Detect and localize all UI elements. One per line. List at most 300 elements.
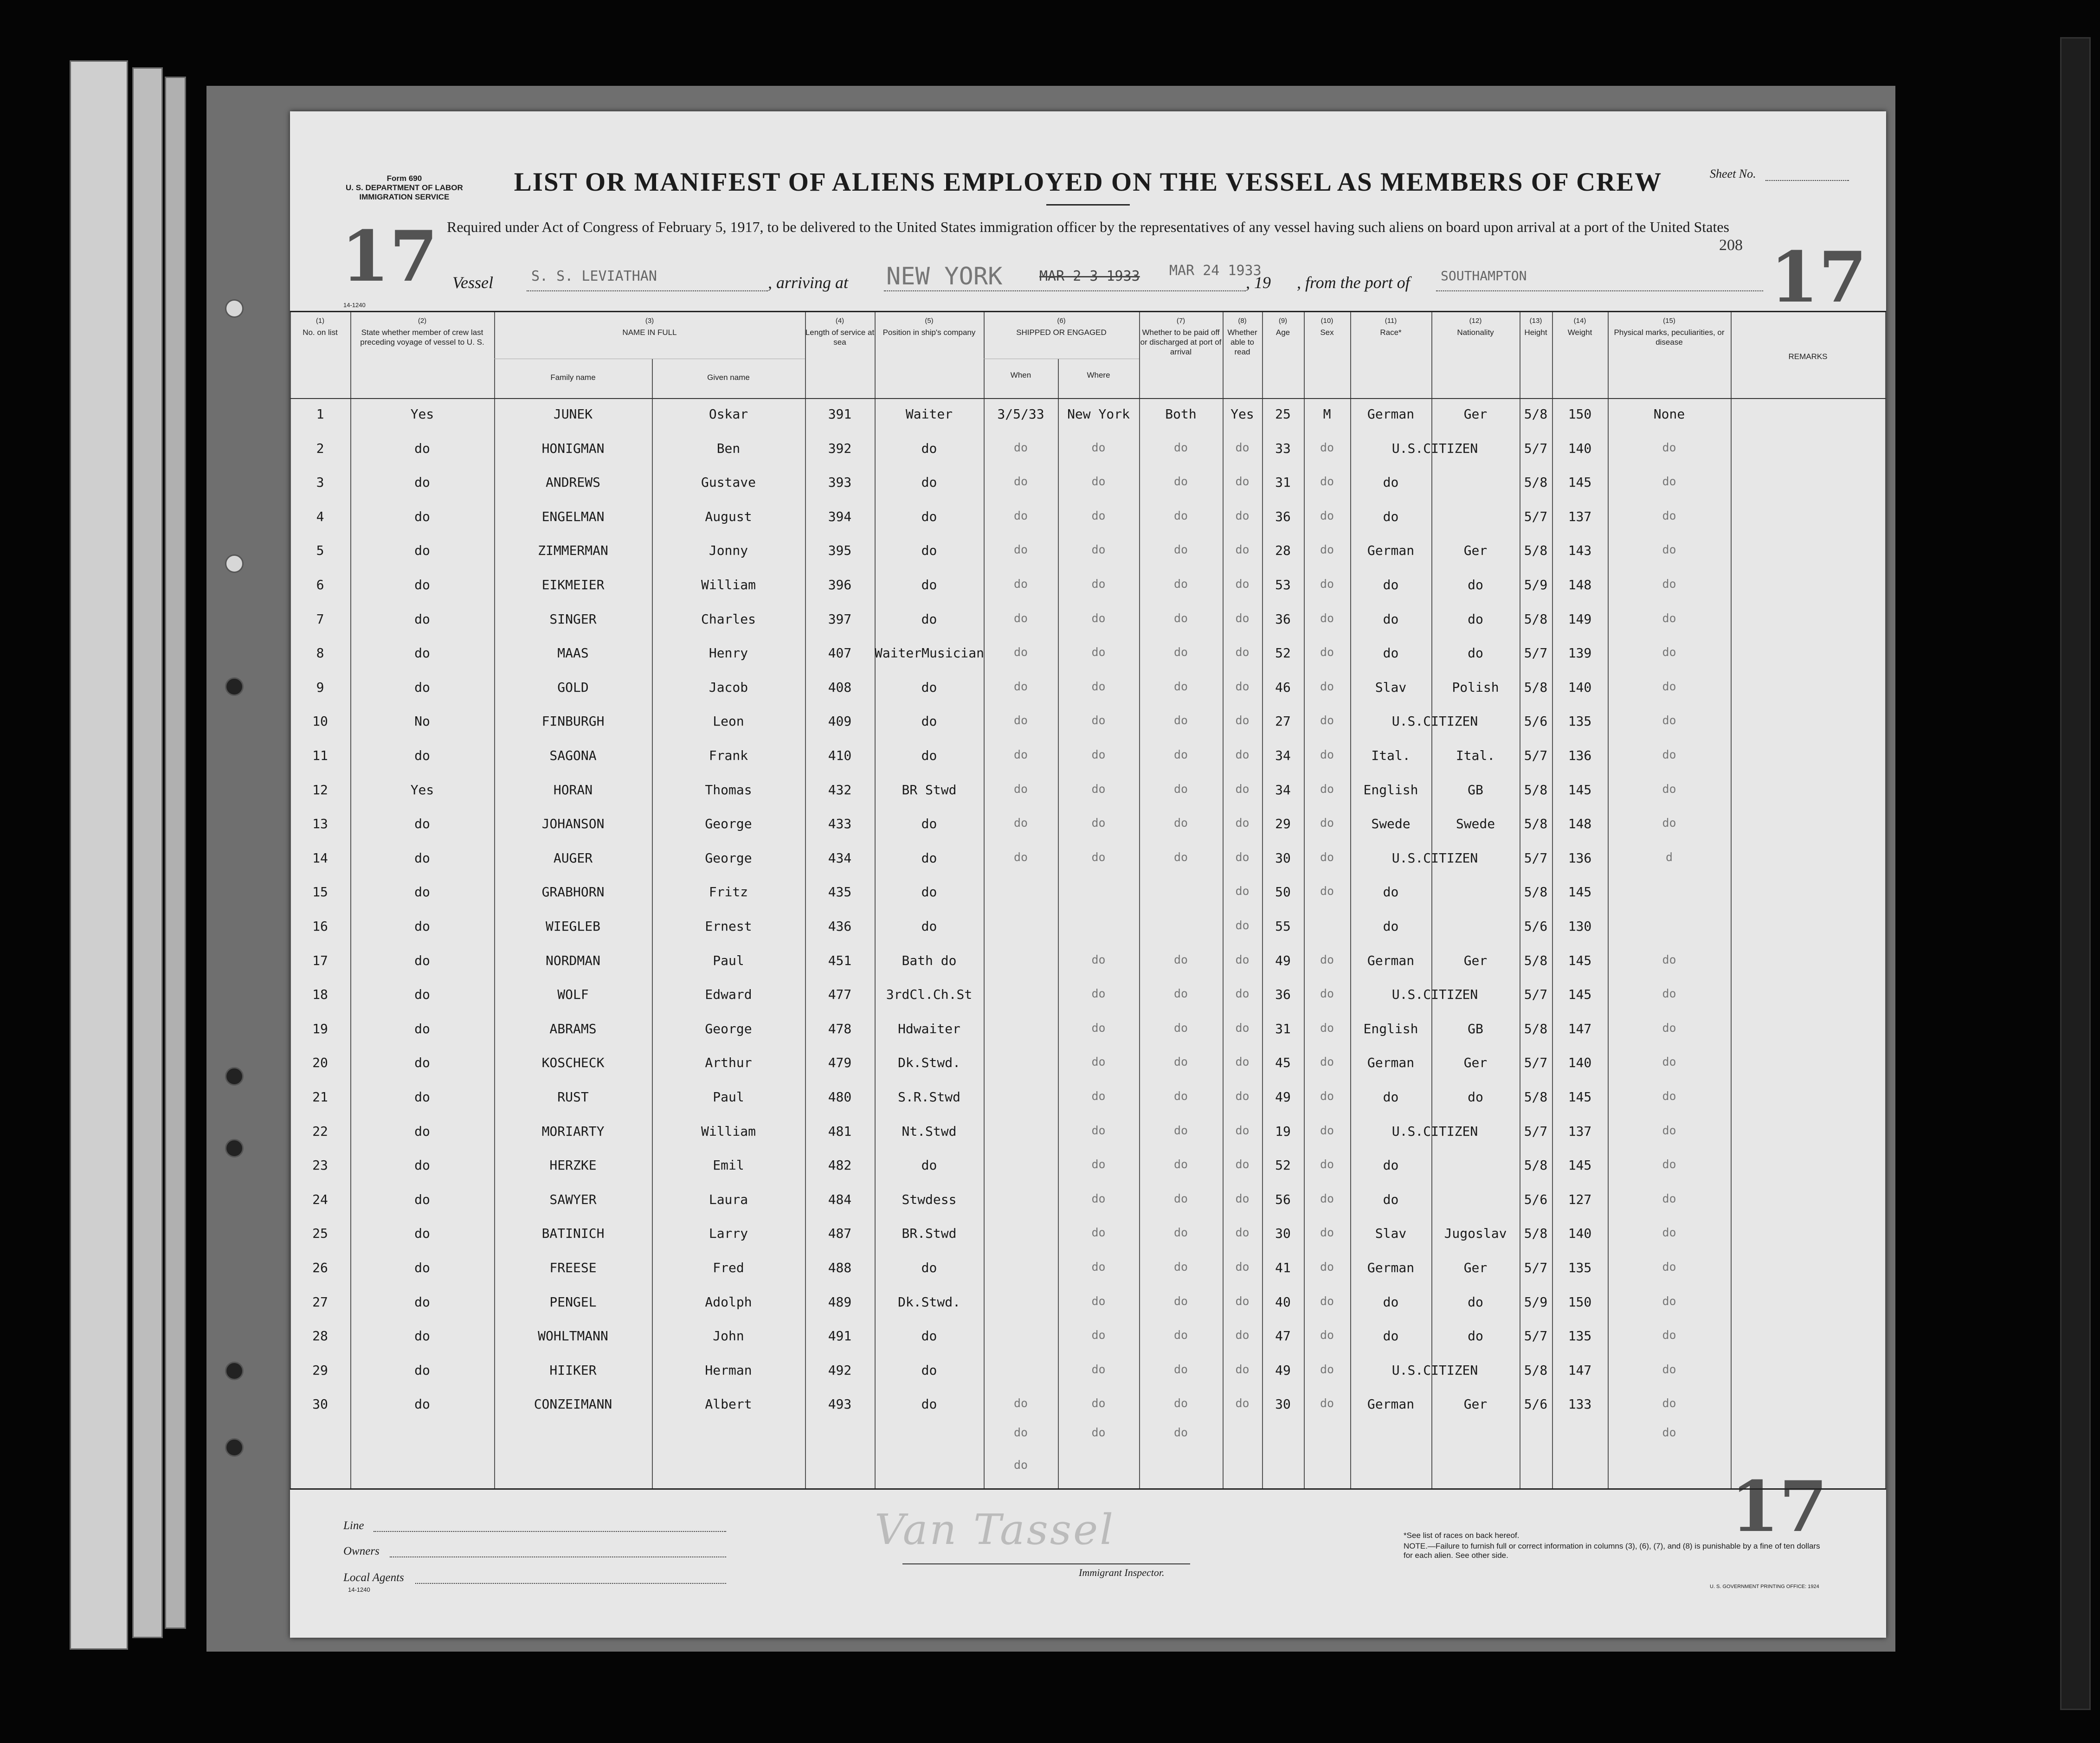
right-page-edge-strip (2060, 37, 2091, 1710)
cell-given: Jacob (709, 679, 748, 695)
cell-weight: 150 (1568, 1294, 1592, 1310)
cell-sex: do (1320, 1328, 1334, 1342)
cell-weight: 145 (1568, 782, 1592, 798)
cell-position: Hdwaiter (898, 1021, 960, 1036)
cell-age: 31 (1275, 1021, 1291, 1036)
cell-when: do (1013, 679, 1028, 693)
cell-service: 492 (828, 1362, 852, 1378)
cell-paid: do (1173, 1260, 1188, 1273)
cell-sex: do (1320, 645, 1334, 659)
cell-family: MORIARTY (541, 1123, 605, 1139)
cell-sex: do (1320, 1362, 1334, 1376)
cell-prev: Yes (410, 782, 434, 798)
cell-read: do (1235, 919, 1250, 932)
cell-paid: do (1173, 577, 1188, 591)
cell-no: 25 (312, 1226, 328, 1241)
cell-sex: do (1320, 543, 1334, 557)
cell-read: do (1235, 508, 1250, 522)
cell-marks: do (1662, 1260, 1676, 1273)
binder-hole (225, 677, 244, 696)
cell-prev: do (414, 884, 430, 900)
cell-where: do (1091, 1158, 1106, 1171)
cell-marks: do (1662, 952, 1676, 966)
cell-marks: do (1662, 1226, 1676, 1240)
cell-marks: do (1662, 1158, 1676, 1171)
cell-age: 46 (1275, 679, 1291, 695)
cell-age: 49 (1275, 1089, 1291, 1105)
cell-height: 5/6 (1524, 714, 1548, 729)
cell-prev: do (414, 645, 430, 661)
cell-read: do (1235, 1191, 1250, 1205)
cell-read: do (1235, 850, 1250, 864)
form-number: Form 690 (387, 174, 422, 183)
cell-age: 27 (1275, 714, 1291, 729)
cell-weight: 143 (1568, 543, 1592, 559)
cell-when: do (1013, 782, 1028, 796)
cell-no: 29 (312, 1362, 328, 1378)
cell-race: do (1383, 645, 1399, 661)
cell-race: U.S.CITIZEN (1391, 714, 1478, 729)
col-header-able-to-read: (8) Whether able to read (1227, 317, 1257, 356)
cell-marks: do (1662, 714, 1676, 727)
cell-prev: do (414, 577, 430, 592)
cell-read: do (1235, 1055, 1250, 1069)
cell-weight: 150 (1568, 406, 1592, 422)
cell-position: do (921, 475, 937, 490)
cell-where: do (1091, 1055, 1106, 1069)
cell-given: Oskar (709, 406, 748, 422)
cell-given: William (701, 577, 756, 592)
cell-given: Herman (705, 1362, 752, 1378)
cell-age: 53 (1275, 577, 1291, 592)
cell-family: HORAN (553, 782, 593, 798)
cell-sex: do (1320, 1055, 1334, 1069)
from-port-label: , from the port of (1297, 273, 1410, 292)
cell-paid: do (1173, 714, 1188, 727)
cell-sex: do (1320, 475, 1334, 489)
inspector-signature: Van Tassel (875, 1505, 1115, 1554)
cell-read: do (1235, 1260, 1250, 1273)
cell-service: 482 (828, 1158, 852, 1173)
cell-where: do (1091, 1396, 1106, 1410)
arriving-underline (884, 290, 1246, 291)
cell-service: 397 (828, 611, 852, 627)
cell-race: Swede (1371, 816, 1411, 832)
cell-age: 36 (1275, 611, 1291, 627)
cell-paid: do (1173, 475, 1188, 489)
cell-sex: do (1320, 884, 1334, 898)
cell-read: Yes (1230, 406, 1254, 422)
cell-given: Henry (709, 645, 748, 661)
cell-given: Fred (713, 1260, 744, 1275)
cell-where: do (1091, 611, 1106, 625)
col-header-age: (9) Age (1275, 317, 1290, 337)
cell-age: 30 (1275, 1396, 1291, 1412)
cell-race: Ital. (1371, 748, 1411, 763)
cell-family: HIIKER (549, 1362, 597, 1378)
cell-prev: do (414, 1328, 430, 1344)
cell-read: do (1235, 1396, 1250, 1410)
cell-position: Waiter (905, 406, 953, 422)
cell-age: 52 (1275, 645, 1291, 661)
sheet-big-number-bottom: 17 (1731, 1466, 1828, 1548)
cell-where: do (1091, 1191, 1106, 1205)
cell-when: do (1013, 850, 1028, 864)
left-page-edge-strip-2 (132, 67, 163, 1638)
cell-paid: do (1173, 1362, 1188, 1376)
cell-position: do (921, 508, 937, 524)
cell-sex: do (1320, 1191, 1334, 1205)
date-struck: MAR 2 3 1933 (1039, 268, 1140, 284)
cell-read: do (1235, 748, 1250, 761)
cell-position: BR Stwd (902, 782, 957, 798)
agents-underline (415, 1583, 726, 1584)
cell-marks: do (1662, 987, 1676, 1001)
year-label: , 19 (1246, 273, 1271, 292)
cell-height: 5/8 (1524, 475, 1548, 490)
cell-where: do (1091, 952, 1106, 966)
cell-sex: do (1320, 679, 1334, 693)
cell-no: 28 (312, 1328, 328, 1344)
cell-prev: No (414, 714, 430, 729)
cell-age: 40 (1275, 1294, 1291, 1310)
cell-position: do (921, 1158, 937, 1173)
cell-position: 3rdCl.Ch.St (886, 987, 973, 1003)
cell-where: do (1091, 850, 1106, 864)
cell-height: 5/7 (1524, 1055, 1548, 1071)
cell-nationality: Ger (1463, 1396, 1488, 1412)
cell-height: 5/9 (1524, 1294, 1548, 1310)
cell-paid: do (1173, 1089, 1188, 1103)
cell-when: do (1013, 1396, 1028, 1410)
cell-paid: do (1173, 816, 1188, 830)
cell-sex: do (1320, 1089, 1334, 1103)
cell-family: ZIMMERMAN (538, 543, 608, 559)
cell-weight: 145 (1568, 475, 1592, 490)
cell-sex: do (1320, 1123, 1334, 1137)
cell-position: do (921, 679, 937, 695)
cell-height: 5/8 (1524, 1021, 1548, 1036)
cell-prev: do (414, 440, 430, 456)
cell-race: do (1383, 1191, 1399, 1207)
cell-prev: do (414, 543, 430, 559)
cell-paid: do (1173, 508, 1188, 522)
cell-race: Slav (1375, 1226, 1407, 1241)
cell-family: SAGONA (549, 748, 597, 763)
cell-read: do (1235, 987, 1250, 1001)
arriving-label: , arriving at (768, 273, 849, 292)
cell-marks: do (1662, 782, 1676, 796)
cell-age: 30 (1275, 850, 1291, 866)
cell-no: 18 (312, 987, 328, 1003)
cell-nationality: do (1468, 611, 1483, 627)
cell-where: do (1091, 987, 1106, 1001)
cell-family: ENGELMAN (541, 508, 605, 524)
cell-marks: do (1662, 1055, 1676, 1069)
cell-no: 7 (316, 611, 324, 627)
cell-given: Laura (709, 1191, 748, 1207)
cell-when: do (1013, 645, 1028, 659)
cell-position: do (921, 1260, 937, 1275)
cell-weight: 148 (1568, 816, 1592, 832)
cell-weight: 145 (1568, 952, 1592, 968)
cell-no: 14 (312, 850, 328, 866)
cell-nationality: Ger (1463, 406, 1488, 422)
cell-given: Fritz (709, 884, 748, 900)
cell-read: do (1235, 1021, 1250, 1035)
cell-given: Thomas (705, 782, 752, 798)
cell-prev: do (414, 1362, 430, 1378)
cell-marks: do (1662, 1089, 1676, 1103)
cell-sex: do (1320, 611, 1334, 625)
cell-paid: do (1173, 1191, 1188, 1205)
cell-height: 5/8 (1524, 406, 1548, 422)
cell-service: 451 (828, 952, 852, 968)
cell-where: do (1091, 816, 1106, 830)
col-header-name: (3) NAME IN FULL (622, 317, 677, 337)
cell-sex: do (1320, 508, 1334, 522)
cell-family: WOHLTMANN (538, 1328, 608, 1344)
cell-sex: do (1320, 1294, 1334, 1308)
col-header-sex: (10) Sex (1320, 317, 1334, 337)
cell-prev: do (414, 816, 430, 832)
cell-where: do (1091, 543, 1106, 557)
cell-nationality: do (1468, 1089, 1483, 1105)
cell-weight: 145 (1568, 1158, 1592, 1173)
cell-position: BR.Stwd (902, 1226, 957, 1241)
binder-hole (225, 1139, 244, 1158)
vessel-label: Vessel (452, 273, 493, 292)
cell-height: 5/7 (1524, 1123, 1548, 1139)
cell-no: 10 (312, 714, 328, 729)
cell-no: 19 (312, 1021, 328, 1036)
cell-race: U.S.CITIZEN (1391, 440, 1478, 456)
binder-hole (225, 1362, 244, 1380)
cell-read: do (1235, 1328, 1250, 1342)
cell-sex: do (1320, 816, 1334, 830)
date-stamp: MAR 24 1933 (1169, 263, 1262, 279)
cell-family: FINBURGH (541, 714, 605, 729)
cell-height: 5/8 (1524, 952, 1548, 968)
cell-race: do (1383, 884, 1399, 900)
cell-race: do (1383, 919, 1399, 934)
cell-position: do (921, 714, 937, 729)
cell-service: 396 (828, 577, 852, 592)
sheet-big-number-right: 17 (1770, 237, 1867, 318)
col-header-remarks: REMARKS (1788, 352, 1828, 361)
cell-given: Gustave (701, 475, 756, 490)
cell-service: 409 (828, 714, 852, 729)
cell-given: Ernest (705, 919, 752, 934)
cell-age: 55 (1275, 919, 1291, 934)
cell-position: Nt.Stwd (902, 1123, 957, 1139)
cell-weight: 145 (1568, 884, 1592, 900)
binder-hole (225, 299, 244, 318)
cell-given: William (701, 1123, 756, 1139)
cell-when: do (1013, 475, 1028, 489)
cell-no: 15 (312, 884, 328, 900)
manifest-subtitle: Required under Act of Congress of February 5, 1917, to be delivered to the United States immigration officer by the representatives of any vessel having such aliens on board upon arrival at a port of the United States (446, 219, 1729, 235)
cell-no: 2 (316, 440, 324, 456)
cell-height: 5/7 (1524, 508, 1548, 524)
cell-age: 28 (1275, 543, 1291, 559)
cell-position: Stwdess (902, 1191, 957, 1207)
cell-marks: do (1662, 679, 1676, 693)
cell-family: ANDREWS (545, 475, 600, 490)
cell-given: Albert (705, 1396, 752, 1412)
cell-no: 5 (316, 543, 324, 559)
cell-paid: do (1173, 1055, 1188, 1069)
cell-height: 5/8 (1524, 1158, 1548, 1173)
cell-prev: do (414, 1158, 430, 1173)
cell-service: 481 (828, 1123, 852, 1139)
cell-service: 436 (828, 919, 852, 934)
extra-do-mark: do (1091, 1426, 1106, 1439)
col-header-previous-voyage: (2) State whether member of crew last preceding voyage of vessel to U. S. (360, 317, 484, 347)
cell-prev: do (414, 1260, 430, 1275)
cell-given: George (705, 816, 752, 832)
cell-given: Paul (713, 1089, 744, 1105)
cell-paid: do (1173, 952, 1188, 966)
col-header-physical-marks: (15) Physical marks, peculiarities, or disease (1614, 317, 1725, 347)
cell-age: 49 (1275, 1362, 1291, 1378)
owners-underline (390, 1556, 726, 1557)
cell-height: 5/7 (1524, 1260, 1548, 1275)
cell-paid: do (1173, 543, 1188, 557)
cell-position: do (921, 440, 937, 456)
cell-nationality: Ger (1463, 1055, 1488, 1071)
cell-where: do (1091, 1362, 1106, 1376)
cell-when: do (1013, 543, 1028, 557)
cell-sex: do (1320, 748, 1334, 761)
cell-height: 5/8 (1524, 543, 1548, 559)
title-rule (1046, 204, 1130, 206)
cell-prev: do (414, 1123, 430, 1139)
cell-marks: do (1662, 1294, 1676, 1308)
cell-height: 5/6 (1524, 1191, 1548, 1207)
line-underline (374, 1531, 726, 1532)
inspector-label: Immigrant Inspector. (1079, 1567, 1165, 1578)
cell-nationality: Polish (1452, 679, 1499, 695)
cell-given: Jonny (709, 543, 748, 559)
cell-nationality: Jugoslav (1444, 1226, 1507, 1241)
cell-marks: do (1662, 543, 1676, 557)
cell-family: SINGER (549, 611, 597, 627)
cell-paid: do (1173, 850, 1188, 864)
cell-age: 30 (1275, 1226, 1291, 1241)
cell-family: MAAS (557, 645, 589, 661)
cell-read: do (1235, 1294, 1250, 1308)
cell-family: WIEGLEB (545, 919, 600, 934)
cell-given: August (705, 508, 752, 524)
cell-when: do (1013, 714, 1028, 727)
cell-no: 20 (312, 1055, 328, 1071)
cell-nationality: GB (1468, 1021, 1483, 1036)
cell-no: 22 (312, 1123, 328, 1139)
cell-read: do (1235, 714, 1250, 727)
local-agents-label: Local Agents (343, 1571, 404, 1584)
cell-read: do (1235, 645, 1250, 659)
cell-family: NORDMAN (545, 952, 600, 968)
cell-where: New York (1067, 406, 1130, 422)
cell-prev: do (414, 1396, 430, 1412)
cell-age: 29 (1275, 816, 1291, 832)
cell-family: AUGER (553, 850, 593, 866)
races-note: *See list of races on back hereof. (1404, 1531, 1520, 1540)
cell-race: U.S.CITIZEN (1391, 850, 1478, 866)
cell-age: 36 (1275, 508, 1291, 524)
cell-read: do (1235, 1226, 1250, 1240)
cell-service: 408 (828, 679, 852, 695)
cell-age: 31 (1275, 475, 1291, 490)
cell-where: do (1091, 782, 1106, 796)
printer-imprint: U. S. GOVERNMENT PRINTING OFFICE: 1924 (1710, 1584, 1819, 1589)
cell-sex: do (1320, 952, 1334, 966)
cell-service: 489 (828, 1294, 852, 1310)
cell-weight: 145 (1568, 987, 1592, 1003)
cell-height: 5/8 (1524, 782, 1548, 798)
cell-marks: do (1662, 440, 1676, 454)
cell-weight: 136 (1568, 850, 1592, 866)
col-header-height: (13) Height (1524, 317, 1547, 337)
cell-paid: do (1173, 1021, 1188, 1035)
cell-height: 5/8 (1524, 611, 1548, 627)
cell-no: 27 (312, 1294, 328, 1310)
cell-age: 56 (1275, 1191, 1291, 1207)
cell-family: KOSCHECK (541, 1055, 605, 1071)
cell-family: JOHANSON (541, 816, 605, 832)
cell-marks: do (1662, 508, 1676, 522)
extra-do-mark: do (1013, 1458, 1028, 1472)
cell-marks: d (1665, 850, 1673, 864)
agents-code: 14-1240 (348, 1586, 370, 1593)
cell-no: 23 (312, 1158, 328, 1173)
cell-race: Slav (1375, 679, 1407, 695)
page-number: 208 (1719, 237, 1743, 254)
crew-manifest-sheet (290, 111, 1886, 1638)
cell-read: do (1235, 884, 1250, 898)
cell-where: do (1091, 1294, 1106, 1308)
cell-service: 434 (828, 850, 852, 866)
cell-prev: do (414, 1089, 430, 1105)
cell-family: HONIGMAN (541, 440, 605, 456)
cell-where: do (1091, 1021, 1106, 1035)
cell-height: 5/7 (1524, 850, 1548, 866)
cell-given: Adolph (705, 1294, 752, 1310)
cell-where: do (1091, 475, 1106, 489)
cell-family: ABRAMS (549, 1021, 597, 1036)
cell-height: 5/8 (1524, 1226, 1548, 1241)
cell-prev: do (414, 611, 430, 627)
cell-service: 488 (828, 1260, 852, 1275)
cell-sex: do (1320, 1260, 1334, 1273)
col-header-given-name: Given name (707, 373, 750, 382)
cell-read: do (1235, 543, 1250, 557)
cell-family: BATINICH (541, 1226, 605, 1241)
cell-position: Dk.Stwd. (898, 1055, 960, 1071)
cell-weight: 140 (1568, 440, 1592, 456)
cell-age: 33 (1275, 440, 1291, 456)
cell-weight: 139 (1568, 645, 1592, 661)
cell-where: do (1091, 1089, 1106, 1103)
cell-nationality: do (1468, 577, 1483, 592)
cell-race: do (1383, 475, 1399, 490)
cell-sex: do (1320, 1021, 1334, 1035)
cell-height: 5/8 (1524, 679, 1548, 695)
cell-service: 392 (828, 440, 852, 456)
cell-weight: 133 (1568, 1396, 1592, 1412)
cell-service: 484 (828, 1191, 852, 1207)
